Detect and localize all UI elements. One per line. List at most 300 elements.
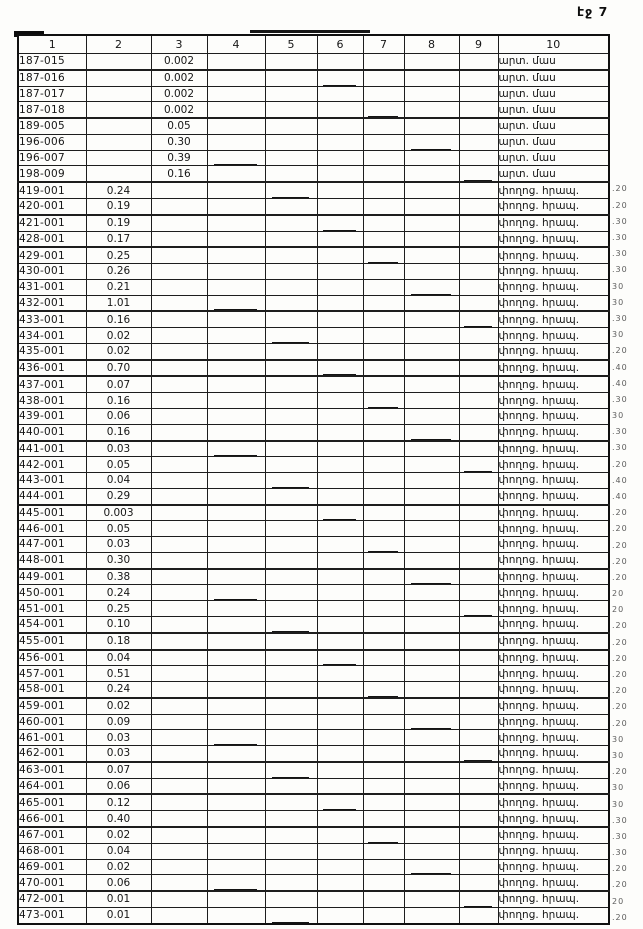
cell-col8	[404, 311, 459, 327]
cell-col7	[363, 601, 404, 617]
cell-col4	[207, 859, 265, 875]
table-row	[18, 86, 609, 102]
margin-bleed-mark: 30	[612, 799, 625, 809]
cell-note: արտ. մաս	[498, 86, 609, 102]
cell-col4	[207, 827, 265, 843]
cell-col7	[363, 907, 404, 924]
cell-col7	[363, 843, 404, 859]
cell-col9	[459, 682, 498, 698]
cell-note: փողոց. հրապ.	[498, 633, 609, 650]
table-row	[18, 198, 609, 214]
cell-col2: 0.29	[86, 488, 151, 504]
cell-col5	[265, 376, 317, 392]
cell-col9	[459, 907, 498, 924]
cell-col4	[207, 552, 265, 568]
cell-col5	[265, 650, 317, 666]
margin-bleed-mark: .20	[612, 912, 628, 922]
cell-col7	[363, 311, 404, 327]
cell-col3	[151, 360, 207, 377]
cell-col3	[151, 505, 207, 521]
cell-col2: 0.16	[86, 424, 151, 440]
cell-col3	[151, 827, 207, 843]
cell-col4	[207, 231, 265, 247]
cell-col9	[459, 730, 498, 746]
margin-bleed-mark: 30	[612, 330, 625, 340]
cell-note: փողոց. հրապ.	[498, 473, 609, 489]
cell-col5	[265, 182, 317, 198]
cell-col2: 0.18	[86, 633, 151, 650]
cell-col5	[265, 360, 317, 377]
data-table	[17, 34, 610, 925]
cell-col4	[207, 666, 265, 682]
cell-note: փողոց. հրապ.	[498, 264, 609, 280]
table-row	[18, 54, 609, 70]
cell-col3	[151, 585, 207, 601]
cell-col7	[363, 343, 404, 359]
cell-code: 454-001	[18, 616, 86, 632]
cell-col8	[404, 441, 459, 457]
cell-col4	[207, 150, 265, 166]
cell-col6	[317, 182, 363, 198]
cell-col3	[151, 343, 207, 359]
margin-bleed-mark: .30	[612, 216, 628, 226]
cell-col4	[207, 794, 265, 810]
cell-col9	[459, 441, 498, 457]
cell-col2: 0.70	[86, 360, 151, 377]
cell-col3	[151, 537, 207, 553]
cell-col5	[265, 86, 317, 102]
cell-col5	[265, 666, 317, 682]
cell-col6	[317, 441, 363, 457]
cell-col9	[459, 150, 498, 166]
cell-col9	[459, 650, 498, 666]
cell-col2: 0.01	[86, 907, 151, 924]
table-row	[18, 247, 609, 263]
cell-col8	[404, 376, 459, 392]
cell-col3	[151, 666, 207, 682]
cell-code: 429-001	[18, 247, 86, 263]
cell-col4	[207, 616, 265, 632]
cell-col3: 0.002	[151, 86, 207, 102]
cell-col6	[317, 70, 363, 86]
cell-col4	[207, 54, 265, 70]
cell-col7	[363, 811, 404, 827]
cell-col5	[265, 585, 317, 601]
cell-note: արտ. մաս	[498, 166, 609, 182]
cell-note: փողոց. հրապ.	[498, 424, 609, 440]
cell-code: 450-001	[18, 585, 86, 601]
cell-code: 196-006	[18, 134, 86, 150]
cell-col2: 0.40	[86, 811, 151, 827]
cell-col6	[317, 762, 363, 778]
cell-col3	[151, 569, 207, 585]
cell-col2: 0.19	[86, 215, 151, 231]
cell-code: 440-001	[18, 424, 86, 440]
cell-col8	[404, 843, 459, 859]
table-row	[18, 70, 609, 86]
cell-col6	[317, 311, 363, 327]
cell-col5	[265, 295, 317, 311]
cell-note: փողոց. հրապ.	[498, 182, 609, 198]
cell-col4	[207, 633, 265, 650]
cell-col3	[151, 247, 207, 263]
table-row	[18, 393, 609, 409]
cell-col2: 0.25	[86, 601, 151, 617]
cell-col8	[404, 616, 459, 632]
cell-col6	[317, 198, 363, 214]
cell-col8	[404, 569, 459, 585]
cell-col9	[459, 311, 498, 327]
cell-code: 437-001	[18, 376, 86, 392]
cell-col6	[317, 827, 363, 843]
cell-col8	[404, 166, 459, 182]
cell-col4	[207, 328, 265, 344]
cell-col2	[86, 70, 151, 86]
cell-col3	[151, 698, 207, 714]
cell-col5	[265, 231, 317, 247]
cell-col9	[459, 182, 498, 198]
table-row	[18, 182, 609, 198]
cell-col5	[265, 441, 317, 457]
cell-col3	[151, 650, 207, 666]
cell-col9	[459, 86, 498, 102]
table-row	[18, 376, 609, 392]
cell-col2: 0.30	[86, 552, 151, 568]
cell-col4	[207, 198, 265, 214]
cell-col4	[207, 182, 265, 198]
cell-col4	[207, 118, 265, 134]
cell-col3	[151, 473, 207, 489]
table-row	[18, 601, 609, 617]
cell-note: փողոց. հրապ.	[498, 521, 609, 537]
cell-col6	[317, 457, 363, 473]
cell-code: 444-001	[18, 488, 86, 504]
cell-code: 473-001	[18, 907, 86, 924]
cell-col6	[317, 537, 363, 553]
cell-code: 461-001	[18, 730, 86, 746]
cell-col5	[265, 488, 317, 504]
margin-bleed-mark: 30	[612, 783, 625, 793]
cell-col7	[363, 698, 404, 714]
cell-col4	[207, 457, 265, 473]
cell-col6	[317, 102, 363, 118]
table-row	[18, 552, 609, 568]
cell-col7	[363, 150, 404, 166]
cell-col9	[459, 827, 498, 843]
cell-col4	[207, 102, 265, 118]
cell-col7	[363, 215, 404, 231]
cell-col4	[207, 585, 265, 601]
cell-col5	[265, 102, 317, 118]
cell-code: 458-001	[18, 682, 86, 698]
margin-bleed-mark: 30	[612, 734, 625, 744]
cell-col3	[151, 552, 207, 568]
cell-col7	[363, 102, 404, 118]
cell-note: փողոց. հրապ.	[498, 569, 609, 585]
cell-col2	[86, 150, 151, 166]
cell-col2: 0.03	[86, 441, 151, 457]
table-row	[18, 907, 609, 924]
cell-col8	[404, 601, 459, 617]
cell-col3	[151, 311, 207, 327]
cell-col8	[404, 150, 459, 166]
margin-bleed-mark: .30	[612, 313, 628, 323]
margin-bleed-mark: .20	[612, 459, 628, 469]
cell-col3	[151, 457, 207, 473]
cell-col2: 0.19	[86, 198, 151, 214]
cell-col4	[207, 441, 265, 457]
cell-col8	[404, 86, 459, 102]
cell-col3	[151, 730, 207, 746]
cell-col4	[207, 698, 265, 714]
cell-col8	[404, 488, 459, 504]
cell-col9	[459, 778, 498, 794]
cell-col4	[207, 215, 265, 231]
cell-col4	[207, 521, 265, 537]
cell-col7	[363, 54, 404, 70]
margin-bleed-mark: .30	[612, 233, 628, 243]
cell-col2: 0.02	[86, 859, 151, 875]
cell-col2: 0.02	[86, 328, 151, 344]
cell-col2: 0.26	[86, 264, 151, 280]
cell-col6	[317, 134, 363, 150]
cell-col9	[459, 343, 498, 359]
cell-col2: 0.24	[86, 585, 151, 601]
cell-note: փողոց. հրապ.	[498, 295, 609, 311]
margin-bleed-mark: .30	[612, 831, 628, 841]
cell-note: փողոց. հրապ.	[498, 537, 609, 553]
cell-code: 469-001	[18, 859, 86, 875]
cell-col9	[459, 166, 498, 182]
cell-col6	[317, 811, 363, 827]
cell-col8	[404, 408, 459, 424]
cell-col7	[363, 891, 404, 907]
table-row	[18, 891, 609, 907]
cell-col5	[265, 328, 317, 344]
cell-col8	[404, 473, 459, 489]
cell-col6	[317, 279, 363, 295]
cell-col5	[265, 827, 317, 843]
cell-col5	[265, 134, 317, 150]
cell-col9	[459, 473, 498, 489]
cell-col5	[265, 537, 317, 553]
scan-artifact-topline	[250, 30, 370, 33]
cell-col9	[459, 843, 498, 859]
cell-col3: 0.002	[151, 102, 207, 118]
cell-note: փողոց. հրապ.	[498, 360, 609, 377]
cell-col4	[207, 875, 265, 891]
cell-col4	[207, 279, 265, 295]
cell-col4	[207, 650, 265, 666]
cell-col3	[151, 891, 207, 907]
table-row	[18, 650, 609, 666]
cell-col3	[151, 811, 207, 827]
cell-col7	[363, 778, 404, 794]
cell-note: փողոց. հրապ.	[498, 215, 609, 231]
cell-code: 187-015	[18, 54, 86, 70]
cell-col4	[207, 264, 265, 280]
cell-col3	[151, 601, 207, 617]
table-header-row	[18, 35, 609, 54]
cell-col7	[363, 328, 404, 344]
cell-col6	[317, 666, 363, 682]
margin-bleed-mark: .40	[612, 492, 628, 501]
cell-code: 472-001	[18, 891, 86, 907]
cell-col6	[317, 424, 363, 440]
cell-col3	[151, 198, 207, 214]
cell-col5	[265, 794, 317, 810]
table-row	[18, 118, 609, 134]
cell-col7	[363, 393, 404, 409]
cell-note: փողոց. հրապ.	[498, 393, 609, 409]
cell-col9	[459, 891, 498, 907]
cell-note: արտ. մաս	[498, 70, 609, 86]
cell-note: փողոց. հրապ.	[498, 650, 609, 666]
cell-col8	[404, 295, 459, 311]
cell-col3	[151, 794, 207, 810]
cell-col4	[207, 247, 265, 263]
cell-code: 436-001	[18, 360, 86, 377]
cell-col2	[86, 86, 151, 102]
cell-code: 451-001	[18, 601, 86, 617]
cell-col6	[317, 231, 363, 247]
cell-col3	[151, 264, 207, 280]
table-row	[18, 424, 609, 440]
margin-bleed-mark: .20	[612, 200, 628, 210]
cell-col6	[317, 150, 363, 166]
cell-col9	[459, 393, 498, 409]
margin-bleed-mark: .40	[612, 362, 628, 372]
cell-col9	[459, 762, 498, 778]
table-row	[18, 537, 609, 553]
cell-note: փողոց. հրապ.	[498, 714, 609, 730]
cell-col2: 0.21	[86, 279, 151, 295]
table-row	[18, 215, 609, 231]
cell-col6	[317, 698, 363, 714]
cell-col8	[404, 811, 459, 827]
cell-col5	[265, 633, 317, 650]
cell-col5	[265, 616, 317, 632]
cell-col2: 1.01	[86, 295, 151, 311]
table-row	[18, 360, 609, 377]
cell-col8	[404, 875, 459, 891]
cell-col3	[151, 843, 207, 859]
cell-col4	[207, 762, 265, 778]
cell-note: փողոց. հրապ.	[498, 682, 609, 698]
table-row	[18, 150, 609, 166]
cell-note: փողոց. հրապ.	[498, 457, 609, 473]
cell-col9	[459, 601, 498, 617]
column-header-4: 4	[207, 35, 265, 54]
cell-col7	[363, 875, 404, 891]
cell-code: 434-001	[18, 328, 86, 344]
cell-col2: 0.02	[86, 343, 151, 359]
cell-col3	[151, 393, 207, 409]
cell-col9	[459, 666, 498, 682]
cell-col4	[207, 166, 265, 182]
cell-col7	[363, 70, 404, 86]
margin-bleed-mark: .30	[612, 815, 628, 825]
cell-col8	[404, 360, 459, 377]
cell-note: փողոց. հրապ.	[498, 859, 609, 875]
margin-bleed-mark: 20	[612, 896, 625, 906]
cell-col8	[404, 54, 459, 70]
cell-note: փողոց. հրապ.	[498, 811, 609, 827]
cell-code: 198-009	[18, 166, 86, 182]
table-row	[18, 811, 609, 827]
cell-code: 187-016	[18, 70, 86, 86]
cell-col5	[265, 215, 317, 231]
cell-col5	[265, 247, 317, 263]
cell-col6	[317, 794, 363, 810]
cell-note: փողոց. հրապ.	[498, 311, 609, 327]
cell-note: փողոց. հրապ.	[498, 408, 609, 424]
cell-col3	[151, 682, 207, 698]
table-row	[18, 231, 609, 247]
table-row	[18, 616, 609, 632]
cell-col2: 0.04	[86, 843, 151, 859]
cell-note: փողոց. հրապ.	[498, 666, 609, 682]
cell-col9	[459, 714, 498, 730]
column-header-7: 7	[363, 35, 404, 54]
column-header-10: 10	[498, 35, 609, 54]
table-row	[18, 762, 609, 778]
cell-col6	[317, 859, 363, 875]
cell-col5	[265, 552, 317, 568]
cell-col9	[459, 505, 498, 521]
table-row	[18, 328, 609, 344]
cell-col6	[317, 54, 363, 70]
cell-col7	[363, 247, 404, 263]
margin-bleed-mark: .40	[612, 378, 628, 388]
cell-col5	[265, 473, 317, 489]
cell-col7	[363, 569, 404, 585]
cell-col7	[363, 666, 404, 682]
cell-code: 455-001	[18, 633, 86, 650]
column-header-9: 9	[459, 35, 498, 54]
cell-col8	[404, 650, 459, 666]
margin-bleed-mark: 30	[612, 750, 625, 760]
cell-note: փողոց. հրապ.	[498, 552, 609, 568]
cell-col8	[404, 247, 459, 263]
cell-code: 428-001	[18, 231, 86, 247]
cell-col9	[459, 102, 498, 118]
margin-bleed-mark: 30	[612, 297, 625, 307]
cell-col8	[404, 891, 459, 907]
cell-col7	[363, 794, 404, 810]
cell-col8	[404, 552, 459, 568]
margin-bleed-mark: 30	[612, 281, 625, 291]
cell-col9	[459, 633, 498, 650]
cell-col6	[317, 633, 363, 650]
cell-note: փողոց. հրապ.	[498, 601, 609, 617]
cell-col4	[207, 393, 265, 409]
table-row	[18, 746, 609, 762]
cell-col7	[363, 633, 404, 650]
cell-col8	[404, 521, 459, 537]
cell-note: փողոց. հրապ.	[498, 746, 609, 762]
cell-col2: 0.25	[86, 247, 151, 263]
table-row	[18, 585, 609, 601]
cell-note: արտ. մաս	[498, 150, 609, 166]
cell-col4	[207, 778, 265, 794]
cell-col5	[265, 746, 317, 762]
cell-col6	[317, 521, 363, 537]
cell-code: 466-001	[18, 811, 86, 827]
cell-col6	[317, 264, 363, 280]
margin-bleed-mark: .30	[612, 848, 628, 858]
cell-col9	[459, 295, 498, 311]
